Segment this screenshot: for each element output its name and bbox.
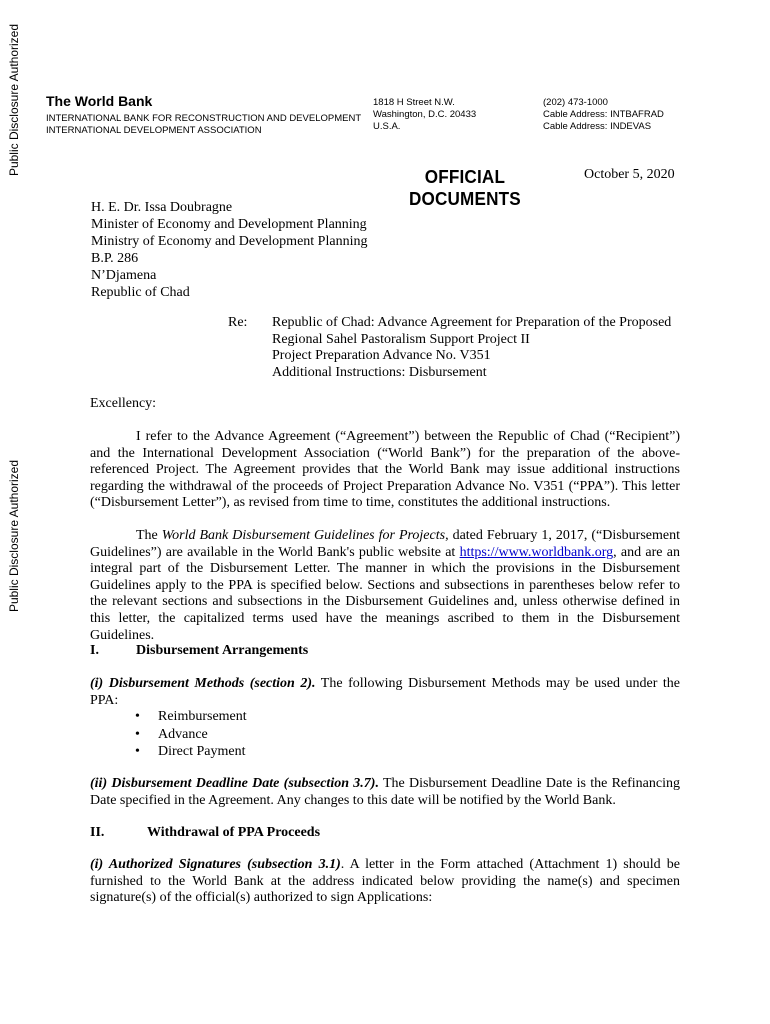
- disbursement-methods-list: [135, 708, 247, 761]
- letterhead-address: [373, 97, 476, 133]
- stamp-line: OFFICIAL: [424, 167, 506, 187]
- paragraph-disbursement-guidelines: [90, 528, 680, 644]
- paragraph-disbursement-deadline: [90, 776, 680, 809]
- list-item-label: Advance: [158, 726, 208, 742]
- text-run: The Disbursement Deadline Date is the Refinancing Date specified in the Agreement. Any changes to this date will be notified by the World Bank.: [90, 776, 681, 808]
- bullet-icon: •: [135, 744, 140, 759]
- section-number: II.: [90, 825, 105, 840]
- cable-address: Cable Address: INDEVAS: [543, 121, 652, 132]
- address-line: 1818 H Street N.W.: [373, 97, 455, 108]
- list-item: [135, 726, 247, 744]
- subsection-label: (i) Authorized Signatures (subsection 3.1): [90, 857, 341, 872]
- list-item-label: Reimbursement: [158, 709, 247, 724]
- section-number: I.: [90, 643, 99, 658]
- organization-subtitle: INTERNATIONAL DEVELOPMENT ASSOCIATION: [46, 125, 262, 136]
- salutation: Excellency:: [90, 396, 157, 411]
- addressee-line: H. E. Dr. Issa Doubragne: [91, 200, 233, 215]
- addressee-line: Republic of Chad: [91, 285, 190, 300]
- organization-subtitle: INTERNATIONAL BANK FOR RECONSTRUCTION AND DEVELOPMENT: [46, 113, 362, 124]
- paragraph-authorized-signatures: [90, 857, 680, 907]
- side-disclosure-label-middle: Public Disclosure Authorized: [7, 459, 21, 613]
- addressee-line: N’Djamena: [91, 268, 157, 283]
- worldbank-website-link[interactable]: https://www.worldbank.org: [459, 544, 614, 560]
- paragraph-agreement-reference: I refer to the Advance Agreement (“Agreement”) between the Republic of Chad (“Recipient”) and the International Development Association (“World Bank”) for the preparation of the above-referenced Project. The Agreement provides that the World Bank may issue additional instructions regarding the withdrawal of the proceeds of Project Preparation Advance No. V351 (“PPA”). This letter (“Disbursement Letter”), as revised from time to time, constitutes the additional instructions.: [90, 429, 680, 511]
- text-run: , and are an integral part of the Disbursement Letter. The manner in which the provisions in the Disbursement Guidelines apply to the PPA is specified below. Sections and subsections in parentheses below refer to the relevant sections and subsections in the Disbursement Guidelines and, unless otherwise defined in this letter, the capitalized terms used have the meanings ascribed to them in the Disbursement Guidelines.: [90, 544, 680, 643]
- re-label: Re:: [228, 315, 248, 330]
- re-line: Project Preparation Advance No. V351: [272, 348, 491, 363]
- bullet-icon: •: [135, 726, 140, 742]
- section-heading-withdrawal: [90, 825, 320, 841]
- organization-name: The World Bank: [46, 93, 153, 109]
- re-subject: [272, 315, 671, 381]
- letterhead-contact: [543, 97, 664, 133]
- text-run: The following Disbursement Methods may be used under the PPA:: [90, 676, 681, 708]
- guidelines-title: World Bank Disbursement Guidelines for Projects: [161, 528, 446, 543]
- list-item-label: Direct Payment: [158, 744, 246, 759]
- subsection-label: (i) Disbursement Methods (section 2).: [90, 676, 316, 691]
- bullet-icon: •: [135, 709, 140, 724]
- subsection-label: (ii) Disbursement Deadline Date (subsection 3.7).: [90, 776, 379, 791]
- addressee-line: Ministry of Economy and Development Planning: [91, 234, 368, 249]
- text-run: . A letter in the Form attached (Attachment 1) should be furnished to the World Bank at the address indicated below providing the name(s) and specimen signature(s) of the official(s) authorized to sign Applications:: [90, 857, 680, 906]
- stamp-line: DOCUMENTS: [408, 189, 521, 209]
- re-line: Republic of Chad: Advance Agreement for Preparation of the Proposed: [272, 315, 672, 330]
- re-line: Regional Sahel Pastoralism Support Project II: [272, 331, 530, 347]
- paragraph-disbursement-methods: [90, 676, 680, 709]
- letter-date: October 5, 2020: [584, 167, 675, 182]
- addressee-block: [91, 199, 367, 301]
- addressee-line: Minister of Economy and Development Planning: [91, 217, 367, 232]
- side-disclosure-label-top: Public Disclosure Authorized: [7, 23, 21, 177]
- section-title: Withdrawal of PPA Proceeds: [147, 825, 321, 840]
- letterhead-organization: [46, 93, 361, 137]
- list-item: [135, 708, 247, 726]
- addressee-line: B.P. 286: [91, 251, 139, 266]
- phone-number: (202) 473-1000: [543, 97, 608, 108]
- list-item: [135, 743, 247, 761]
- re-line: Additional Instructions: Disbursement: [272, 364, 487, 380]
- text-run: , dated February 1, 2017, (“Disbursement Guidelines”) are available in the World Bank's public website at: [90, 528, 681, 560]
- official-documents-stamp: [409, 166, 521, 210]
- section-heading-disbursement-arrangements: [90, 643, 308, 659]
- text-run: The: [136, 528, 162, 543]
- address-line: Washington, D.C. 20433: [373, 109, 477, 120]
- section-title: Disbursement Arrangements: [136, 643, 309, 658]
- address-line: U.S.A.: [373, 121, 401, 132]
- cable-address: Cable Address: INTBAFRAD: [543, 109, 664, 120]
